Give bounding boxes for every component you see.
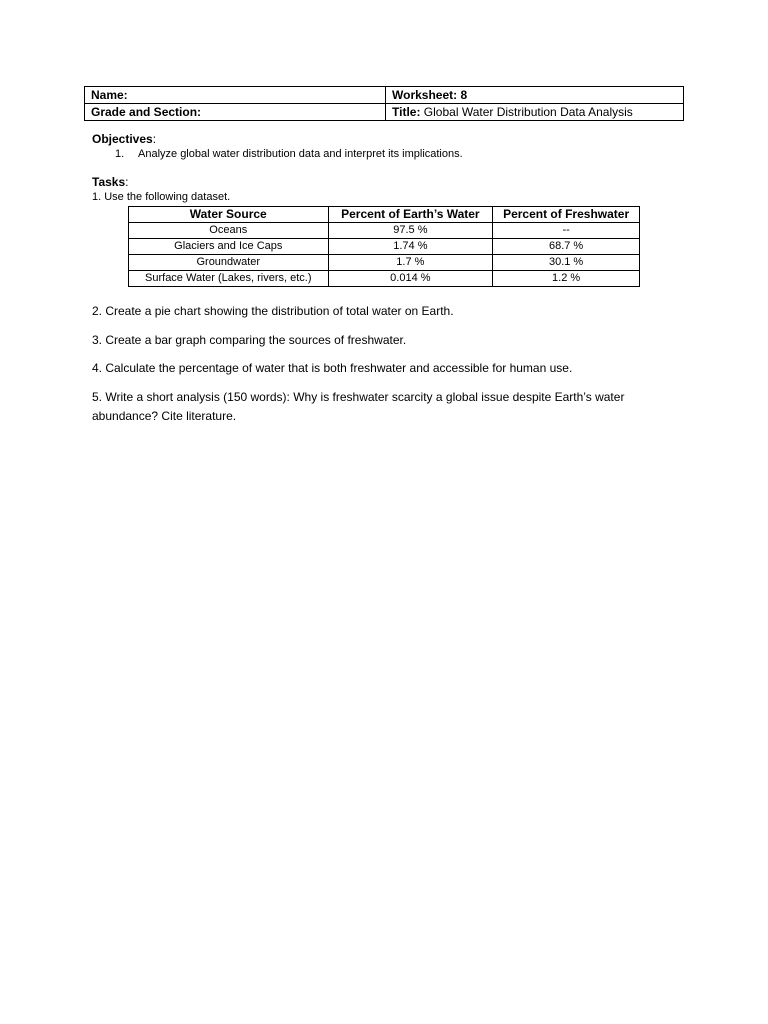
table-cell: 68.7 %	[493, 239, 640, 255]
objectives-heading-text: Objectives	[92, 132, 153, 146]
table-cell: 97.5 %	[328, 223, 493, 239]
table-cell: 1.74 %	[328, 239, 493, 255]
worksheet-header-table	[84, 86, 684, 121]
tasks-heading	[92, 175, 128, 189]
table-row	[129, 271, 640, 287]
grade-section-field: Grade and Section:	[85, 104, 386, 121]
table-header-row	[129, 207, 640, 223]
objective-text: Analyze global water distribution data and interpret its implications.	[138, 148, 463, 160]
header-row-1	[85, 87, 684, 104]
table-cell: --	[493, 223, 640, 239]
title-value: Global Water Distribution Data Analysis	[423, 105, 633, 119]
name-field: Name:	[85, 87, 386, 104]
table-cell: 1.2 %	[493, 271, 640, 287]
table-cell: 30.1 %	[493, 255, 640, 271]
tasks-colon: :	[125, 175, 129, 189]
title-label: Title:	[392, 105, 421, 119]
water-distribution-table	[128, 206, 640, 287]
worksheet-title	[386, 104, 684, 121]
table-cell: Surface Water (Lakes, rivers, etc.)	[129, 271, 329, 287]
tasks-heading-text: Tasks	[92, 175, 126, 189]
objective-number: 1.	[115, 148, 125, 160]
column-header-water-source: Water Source	[129, 207, 329, 223]
table-row	[129, 223, 640, 239]
objectives-heading	[92, 132, 156, 146]
task-3: 3. Create a bar graph comparing the sources of freshwater.	[92, 333, 407, 347]
worksheet-number: Worksheet: 8	[386, 87, 684, 104]
column-header-percent-earth-water: Percent of Earth’s Water	[328, 207, 493, 223]
table-cell: 0.014 %	[328, 271, 493, 287]
task-2: 2. Create a pie chart showing the distribution of total water on Earth.	[92, 304, 454, 318]
header-row-2	[85, 104, 684, 121]
task-4: 4. Calculate the percentage of water that is both freshwater and accessible for human use.	[92, 361, 573, 375]
column-header-percent-freshwater: Percent of Freshwater	[493, 207, 640, 223]
table-cell: 1.7 %	[328, 255, 493, 271]
table-cell: Groundwater	[129, 255, 329, 271]
table-row	[129, 255, 640, 271]
objectives-colon: :	[152, 132, 157, 146]
table-cell: Oceans	[129, 223, 329, 239]
table-cell: Glaciers and Ice Caps	[129, 239, 329, 255]
table-row	[129, 239, 640, 255]
objective-item	[115, 148, 463, 160]
task-5: 5. Write a short analysis (150 words): Why is freshwater scarcity a global issue despite Earth’s water abundance? Cite literature.	[92, 390, 625, 423]
task-1: 1. Use the following dataset.	[92, 191, 231, 203]
